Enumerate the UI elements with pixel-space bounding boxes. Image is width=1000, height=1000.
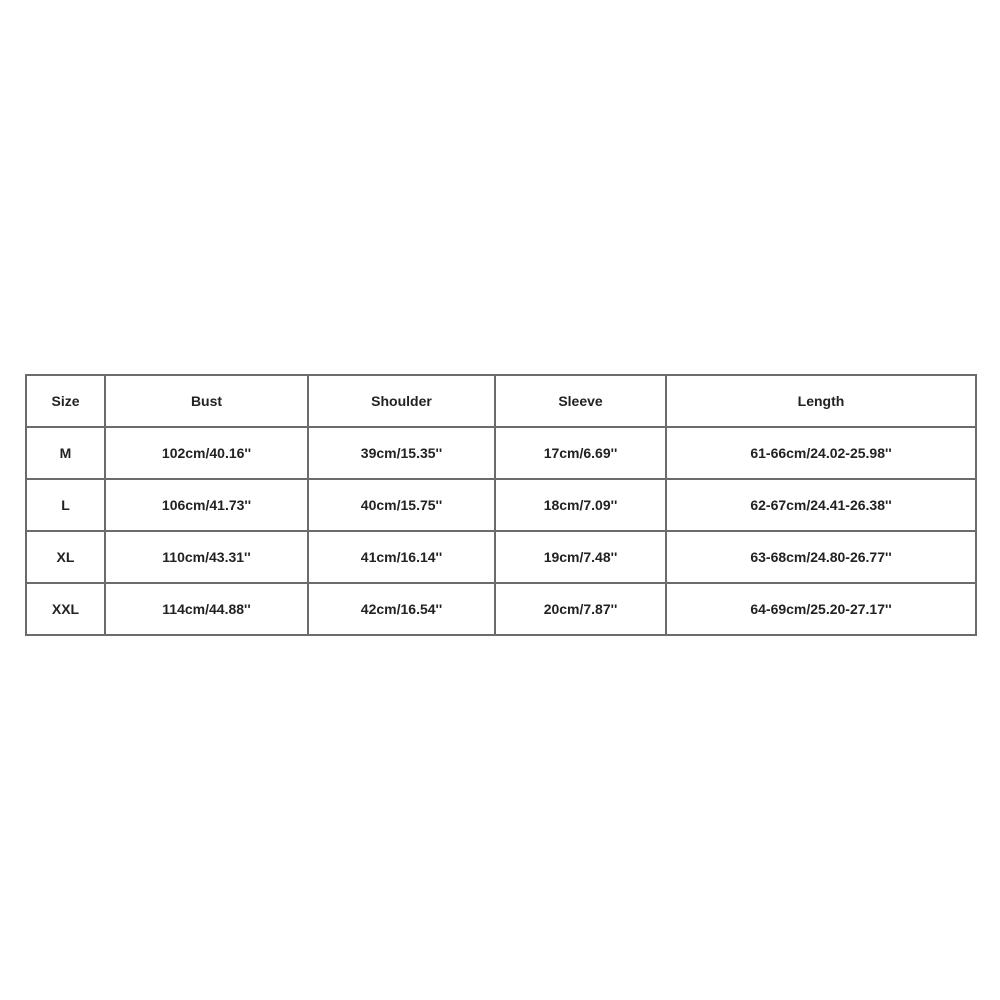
table-row (26, 427, 976, 479)
cell-bust: 110cm/43.31'' (105, 531, 308, 583)
cell-length: 64-69cm/25.20-27.17'' (666, 583, 976, 635)
cell-sleeve: 18cm/7.09'' (495, 479, 666, 531)
header-sleeve: Sleeve (495, 375, 666, 427)
cell-sleeve: 17cm/6.69'' (495, 427, 666, 479)
cell-length: 63-68cm/24.80-26.77'' (666, 531, 976, 583)
header-row (26, 375, 976, 427)
cell-bust: 106cm/41.73'' (105, 479, 308, 531)
cell-size: M (26, 427, 105, 479)
cell-shoulder: 42cm/16.54'' (308, 583, 495, 635)
cell-length: 62-67cm/24.41-26.38'' (666, 479, 976, 531)
cell-shoulder: 39cm/15.35'' (308, 427, 495, 479)
header-length: Length (666, 375, 976, 427)
cell-sleeve: 19cm/7.48'' (495, 531, 666, 583)
size-chart-body (26, 427, 976, 635)
table-row (26, 479, 976, 531)
table-row (26, 531, 976, 583)
cell-bust: 114cm/44.88'' (105, 583, 308, 635)
cell-size: XXL (26, 583, 105, 635)
cell-bust: 102cm/40.16'' (105, 427, 308, 479)
header-bust: Bust (105, 375, 308, 427)
size-chart-table (25, 374, 977, 636)
cell-sleeve: 20cm/7.87'' (495, 583, 666, 635)
size-chart-header (26, 375, 976, 427)
header-shoulder: Shoulder (308, 375, 495, 427)
cell-length: 61-66cm/24.02-25.98'' (666, 427, 976, 479)
cell-size: XL (26, 531, 105, 583)
cell-shoulder: 40cm/15.75'' (308, 479, 495, 531)
cell-size: L (26, 479, 105, 531)
header-size: Size (26, 375, 105, 427)
cell-shoulder: 41cm/16.14'' (308, 531, 495, 583)
table-row (26, 583, 976, 635)
